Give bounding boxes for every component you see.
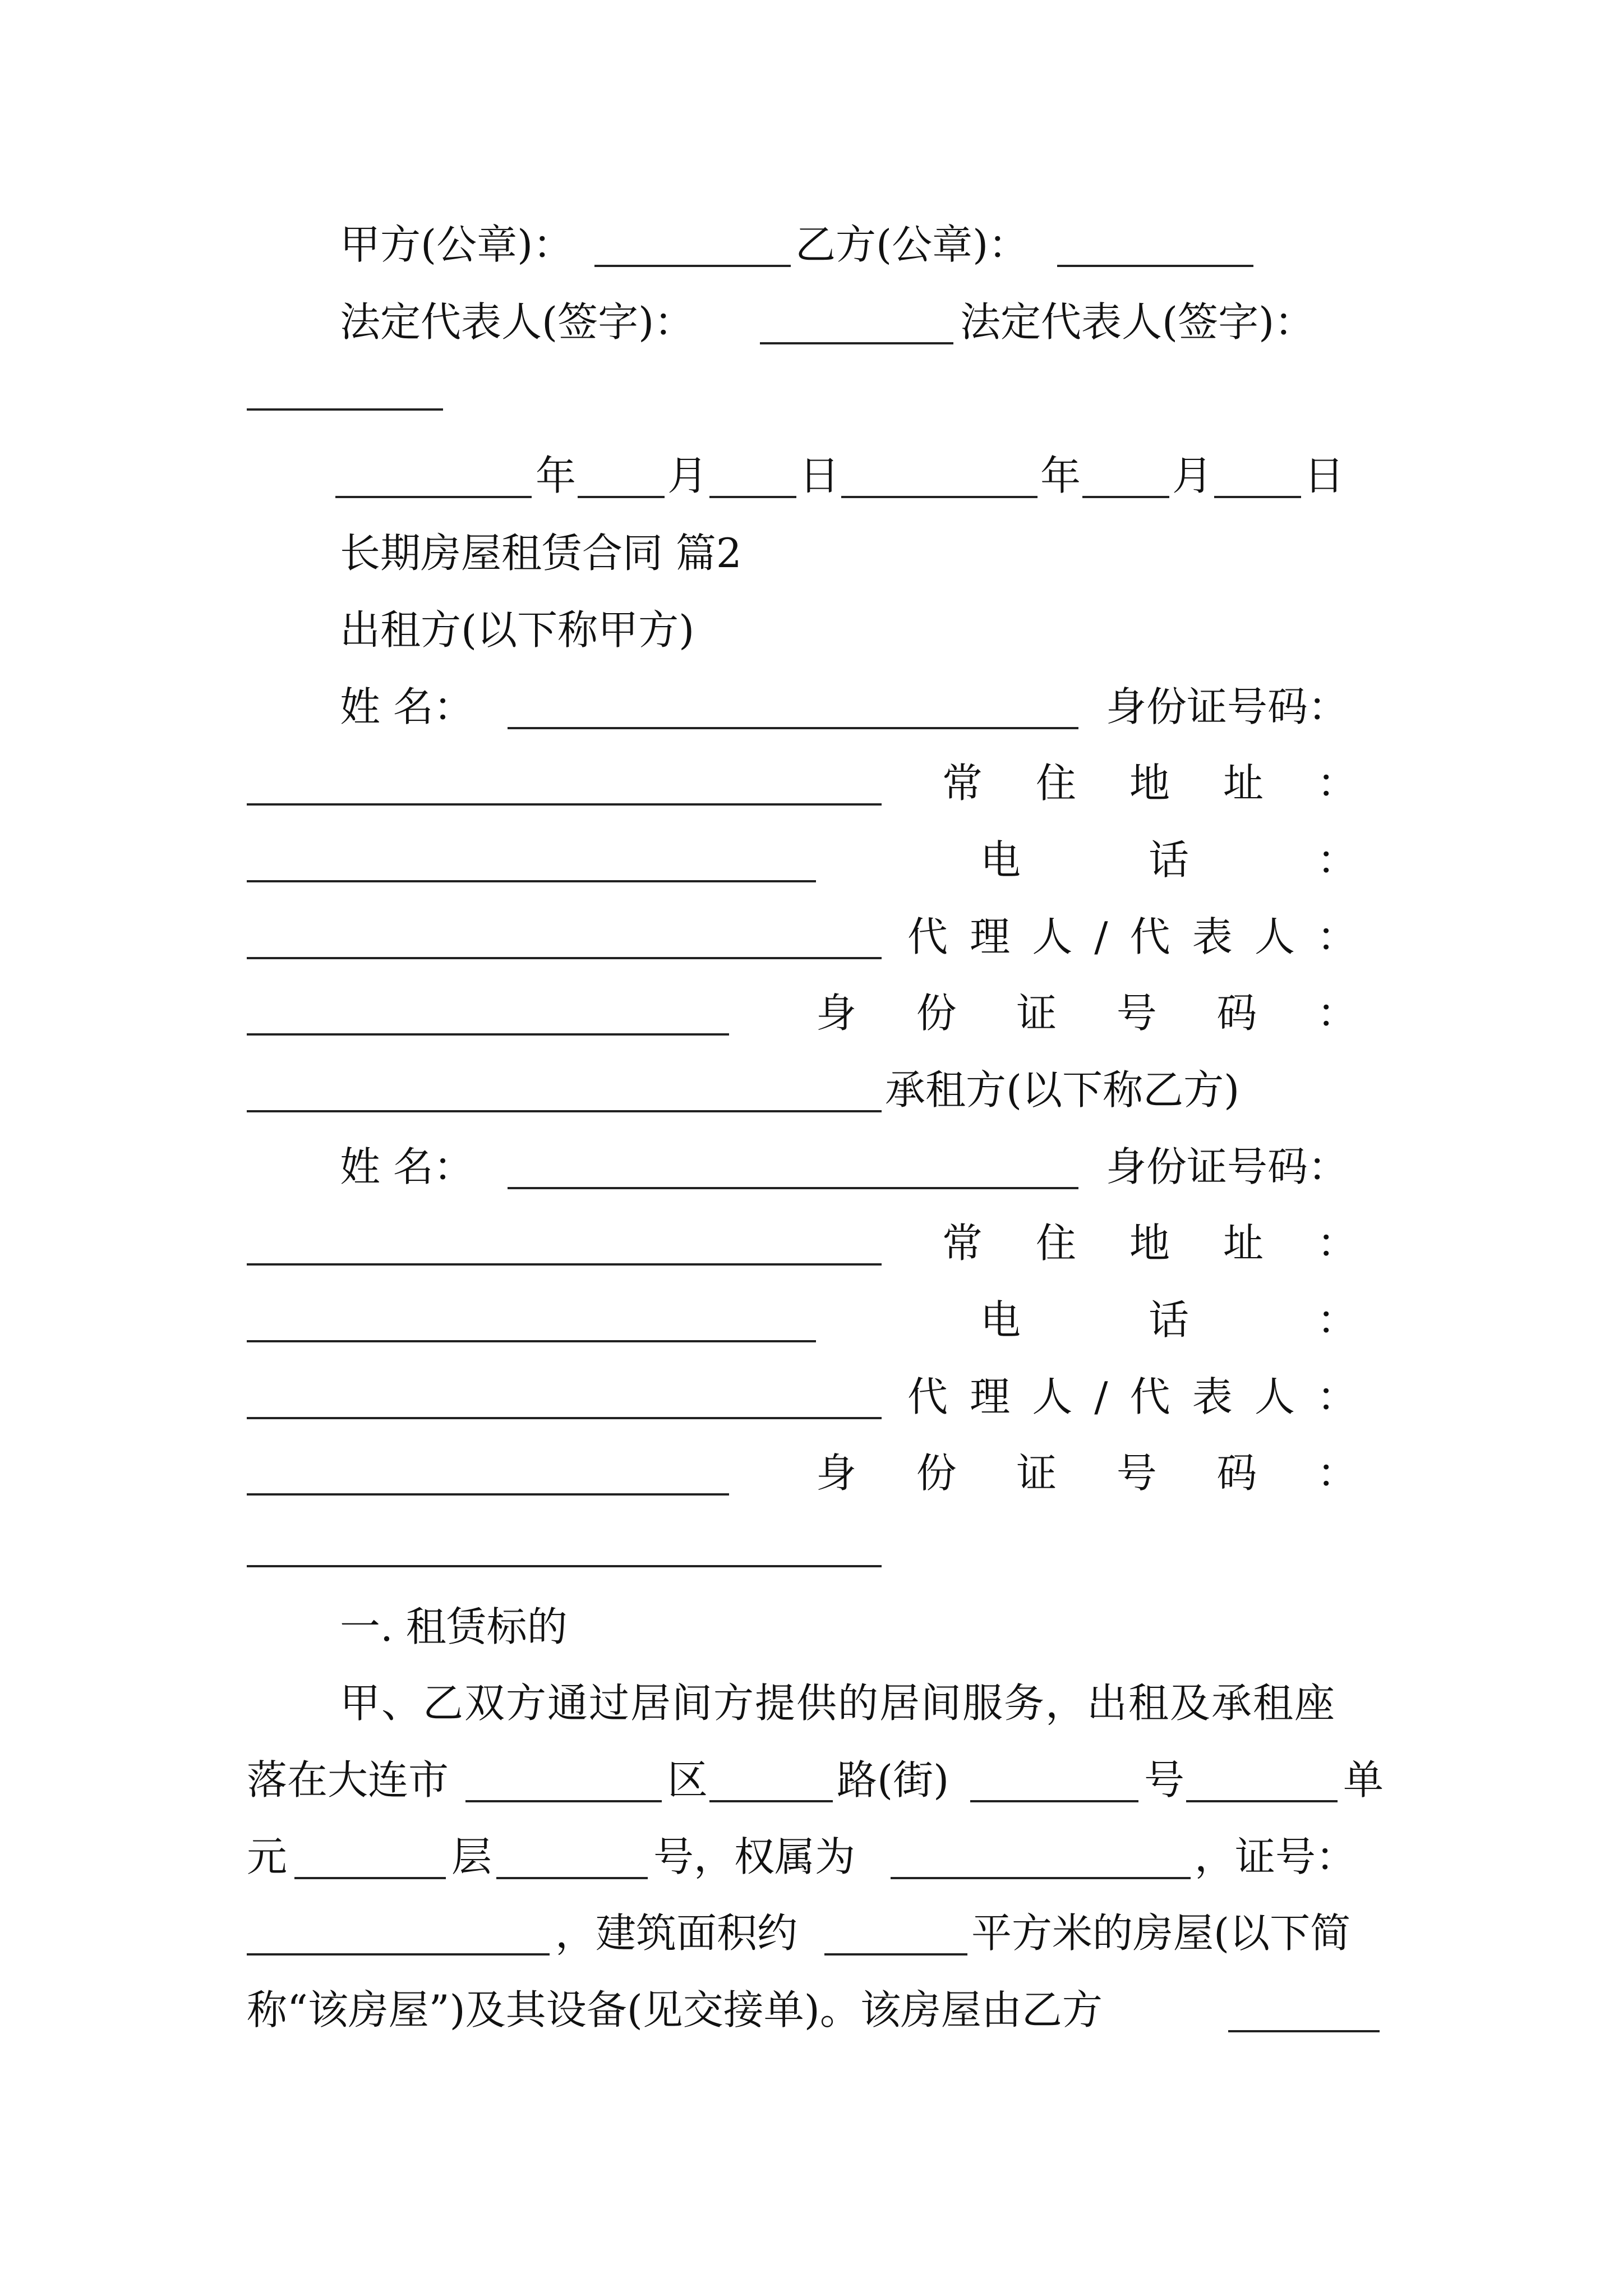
label-char: 人: [1032, 1373, 1073, 1420]
label-char: 身: [816, 1450, 857, 1497]
lessor-phone-label: [980, 833, 1357, 887]
district-label: 区: [667, 1756, 708, 1803]
legal-rep-line: [0, 295, 1623, 362]
date-a-month-blank[interactable]: [578, 496, 665, 498]
lessee-id-blank[interactable]: [247, 1263, 882, 1266]
label-char: ：: [1316, 836, 1357, 884]
section-title: 长期房屋租赁合同 篇2: [340, 530, 742, 577]
label-char: ：: [1316, 1296, 1357, 1343]
lessee-agent-blank[interactable]: [247, 1493, 729, 1496]
label-char: ：: [1316, 1220, 1357, 1267]
floor-blank[interactable]: [294, 1877, 446, 1879]
floor-label: 层: [451, 1833, 492, 1880]
lessor-name-line: [0, 680, 1623, 747]
label-char: 址: [1223, 1220, 1264, 1267]
lessor-name-label: 姓 名：: [340, 683, 474, 730]
label-char: 址: [1223, 760, 1264, 807]
date-a-year-label: 年: [536, 452, 577, 499]
area-blank[interactable]: [824, 1953, 967, 1955]
legal-rep-b-blank[interactable]: [247, 408, 443, 411]
legal-rep-b-label: 法定代表人(签字)：: [960, 298, 1315, 346]
label-char: 码: [1216, 990, 1257, 1037]
lessor-address-label: [942, 756, 1357, 810]
legal-rep-a-label: 法定代表人(签字)：: [340, 298, 695, 346]
lessor-phone-line: [0, 833, 1623, 900]
label-char: 住: [1035, 760, 1076, 807]
date-b-day-blank[interactable]: [1214, 496, 1301, 498]
lessor-address-blank[interactable]: [247, 880, 816, 882]
label-char: 理: [970, 1373, 1011, 1420]
label-char: 地: [1129, 1220, 1170, 1267]
lessee-address-blank[interactable]: [247, 1340, 816, 1342]
label-char: 电: [980, 836, 1021, 884]
lessee-agent-id-blank-line: [0, 1524, 1623, 1591]
lessee-id2-line: [0, 1446, 1623, 1513]
party-a-seal-label: 甲方(公章)：: [340, 221, 574, 268]
label-char: 代: [907, 1373, 948, 1420]
label-char: 号: [1116, 990, 1157, 1037]
district-blank[interactable]: [465, 1800, 662, 1802]
lessee-phone-line: [0, 1293, 1623, 1360]
lessee-name-line: [0, 1140, 1623, 1207]
lessee-name-blank[interactable]: [508, 1187, 1078, 1189]
date-b-month-label: 月: [1172, 452, 1213, 499]
label-char: 身: [816, 990, 857, 1037]
label-char: /: [1094, 1373, 1108, 1420]
lessor-agent-blank[interactable]: [247, 1033, 729, 1036]
date-a-year-blank[interactable]: [335, 496, 532, 498]
date-b-year-label: 年: [1040, 452, 1081, 499]
date-a-day-blank[interactable]: [709, 496, 796, 498]
area-suffix: 平方米的房屋(以下简: [971, 1910, 1351, 1957]
lessor-id-blank[interactable]: [247, 803, 882, 806]
road-blank[interactable]: [709, 1800, 833, 1802]
city-label: 落在大连市: [247, 1756, 449, 1803]
section-title-line: [0, 526, 1623, 593]
label-char: 份: [916, 990, 957, 1037]
party-b-seal-blank[interactable]: [1057, 265, 1253, 267]
lessor-agent-id-blank[interactable]: [247, 1110, 882, 1112]
label-char: 话: [1148, 1296, 1189, 1343]
lessor-address-line: [0, 756, 1623, 823]
label-char: 人: [1032, 913, 1073, 960]
lessor-agent-id-label: [816, 986, 1357, 1040]
lessee-name-label: 姓 名：: [340, 1143, 474, 1190]
label-char: 人: [1254, 913, 1295, 960]
area-label: ，建筑面积约: [555, 1910, 798, 1957]
label-char: 表: [1192, 1373, 1233, 1420]
label-char: 表: [1192, 913, 1233, 960]
unit-suffix: 元: [247, 1833, 288, 1880]
party-a-seal-blank[interactable]: [594, 265, 791, 267]
date-line: [0, 449, 1623, 516]
label-char: 代: [907, 913, 948, 960]
unit-label: 单: [1343, 1756, 1384, 1803]
unit-blank[interactable]: [1186, 1800, 1338, 1802]
label-char: 码: [1216, 1450, 1257, 1497]
label-char: 常: [942, 1220, 983, 1267]
ownership-blank[interactable]: [891, 1877, 1191, 1879]
article1-line5: [0, 1983, 1623, 2050]
lessee-address-line: [0, 1216, 1623, 1283]
lessor-id2-line: [0, 986, 1623, 1053]
label-char: 证: [1016, 990, 1057, 1037]
article1-text-1: 甲、乙双方通过居间方提供的居间服务，出租及承租座: [340, 1680, 1336, 1727]
lessee-agent-line: [0, 1370, 1623, 1437]
lessor-heading: 出租方(以下称甲方): [340, 606, 695, 654]
label-char: ：: [1316, 1450, 1357, 1497]
article1-line1: [0, 1676, 1623, 1743]
lessee-heading-line: [0, 1063, 1623, 1130]
lessor-agent-line: [0, 910, 1623, 977]
lessee-agent-label: [907, 1370, 1357, 1424]
number-label: 号: [1144, 1756, 1185, 1803]
date-b-month-blank[interactable]: [1082, 496, 1169, 498]
party-seal-line: [0, 218, 1623, 285]
lessor-agent-label: [907, 910, 1357, 964]
date-a-month-label: 月: [667, 452, 708, 499]
article1-heading: 一. 租赁标的: [340, 1603, 568, 1650]
lessor-id-label: 身份证号码：: [1106, 683, 1349, 730]
lessee-phone-label: [980, 1293, 1357, 1347]
article1-line4: [0, 1906, 1623, 1973]
article1-line2: [0, 1753, 1623, 1820]
label-char: 人: [1254, 1373, 1295, 1420]
lessor-phone-blank[interactable]: [247, 957, 882, 959]
label-char: 证: [1016, 1450, 1057, 1497]
date-b-day-label: 日: [1304, 452, 1345, 499]
party-b-seal-label: 乙方(公章)：: [795, 221, 1029, 268]
label-char: /: [1094, 913, 1108, 960]
lessee-agent-id-blank[interactable]: [247, 1565, 882, 1567]
lessee-address-label: [942, 1216, 1357, 1270]
label-char: ：: [1316, 913, 1357, 960]
date-a-day-label: 日: [799, 452, 840, 499]
lessor-heading-line: [0, 603, 1623, 670]
number-blank[interactable]: [970, 1800, 1138, 1802]
label-char: 份: [916, 1450, 957, 1497]
label-char: 代: [1129, 913, 1170, 960]
lessee-heading: 承租方(以下称乙方): [885, 1066, 1240, 1114]
label-char: 地: [1129, 760, 1170, 807]
lessor-name-blank[interactable]: [508, 727, 1078, 729]
road-label: 路(街): [837, 1756, 949, 1803]
label-char: ：: [1316, 990, 1357, 1037]
legal-rep-a-blank[interactable]: [760, 342, 953, 344]
legal-rep-b-blank-line: [0, 371, 1623, 439]
label-char: 理: [970, 913, 1011, 960]
room-blank[interactable]: [496, 1877, 648, 1879]
label-char: 号: [1116, 1450, 1157, 1497]
article1-heading-line: [0, 1600, 1623, 1667]
label-char: ：: [1316, 1373, 1357, 1420]
label-char: 住: [1035, 1220, 1076, 1267]
article1-text-5: 称“该房屋”)及其设备(见交接单)。该房屋由乙方: [247, 1986, 1103, 2033]
cert-blank[interactable]: [247, 1953, 550, 1955]
label-char: 电: [980, 1296, 1021, 1343]
article1-line3: [0, 1830, 1623, 1897]
ownership-label: 号，权属为: [653, 1833, 856, 1880]
date-b-year-blank[interactable]: [841, 496, 1038, 498]
label-char: 代: [1129, 1373, 1170, 1420]
label-char: 常: [942, 760, 983, 807]
lessee-id-label: 身份证号码：: [1106, 1143, 1349, 1190]
label-char: 话: [1148, 836, 1189, 884]
lessee-agent-id-label: [816, 1446, 1357, 1500]
cert-label: ，证号：: [1195, 1833, 1357, 1880]
lessee-phone-blank[interactable]: [247, 1417, 882, 1419]
lessee-use-blank[interactable]: [1228, 2030, 1380, 2032]
label-char: ：: [1316, 760, 1357, 807]
